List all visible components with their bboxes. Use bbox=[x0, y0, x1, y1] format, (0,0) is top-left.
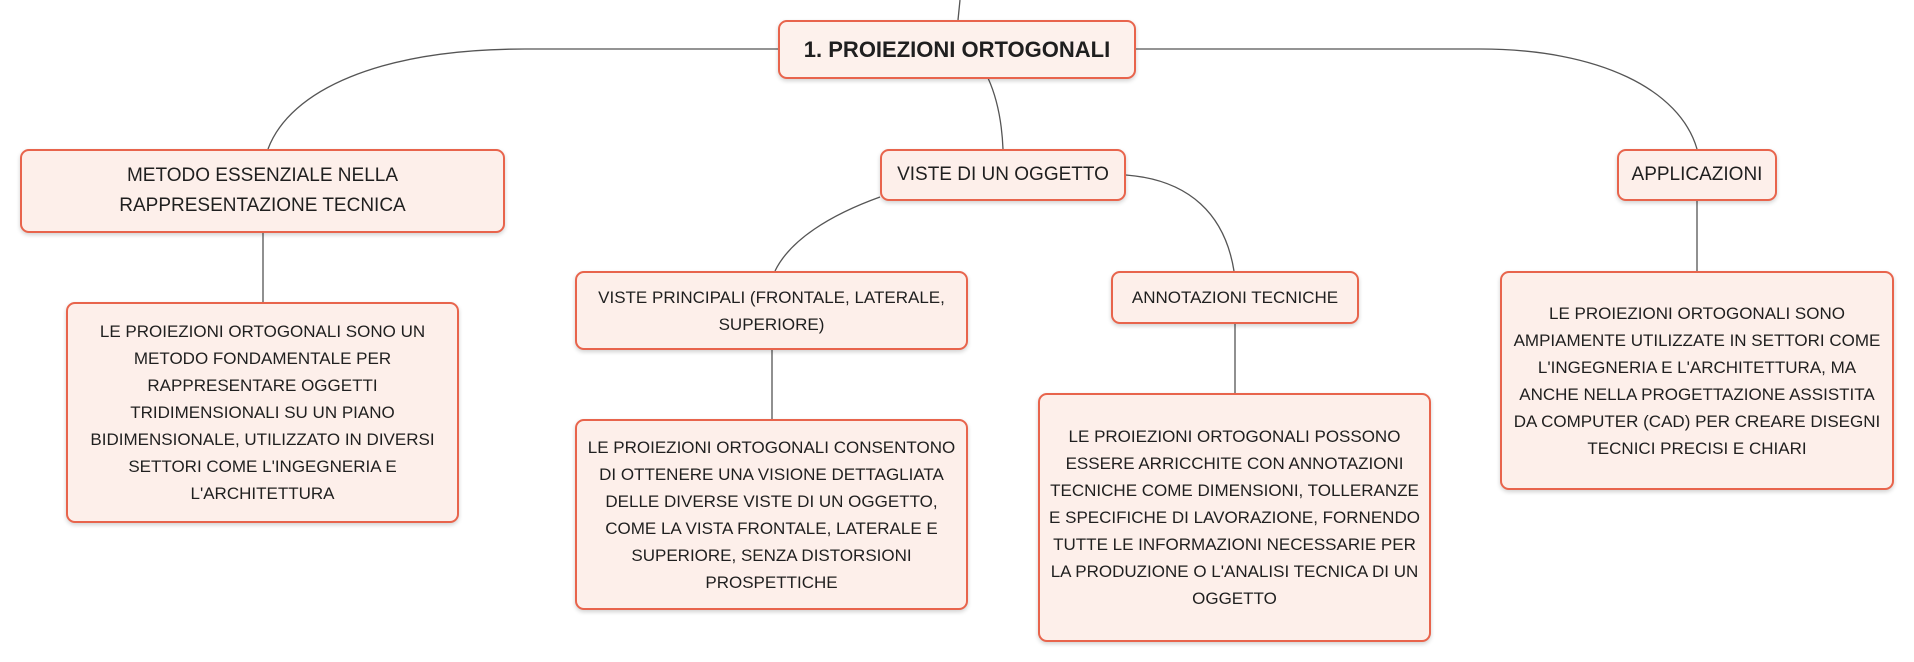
branch-label-viste: VISTE DI UN OGGETTO bbox=[897, 164, 1109, 185]
sub-label-annotazioni: ANNOTAZIONI TECNICHE bbox=[1131, 288, 1339, 307]
detail-text-applicazioni: LE PROIEZIONI ORTOGONALI SONO AMPIAMENTE UTILIZZATE IN SETTORI COME L'INGEGNERIA E L'ARCHITETTURA, MA ANCHE NELLA PROGETTAZIONE ASSISTITA DA COMPUTER (CAD) PER CREARE DISEGNI TECNICI PRECISI E CHIARI bbox=[1513, 303, 1881, 458]
branch-label-metodo: METODO ESSENZIALE NELLA RAPPRESENTAZIONE TECNICA bbox=[119, 165, 406, 216]
detail-node-applicazioni[interactable] bbox=[1500, 271, 1894, 490]
detail-node-metodo[interactable] bbox=[66, 302, 459, 523]
connector-viste-to-annotazioni bbox=[1126, 175, 1234, 271]
connector-viste-to-principali bbox=[775, 197, 880, 271]
detail-node-viste-principali[interactable] bbox=[575, 419, 968, 610]
sub-node-annotazioni[interactable] bbox=[1111, 271, 1359, 324]
branch-node-metodo[interactable] bbox=[20, 149, 505, 233]
detail-text-viste-principali: LE PROIEZIONI ORTOGONALI CONSENTONO DI OTTENERE UNA VISIONE DETTAGLIATA DELLE DIVERSE VISTE DI UN OGGETTO, COME LA VISTA FRONTALE, LATERALE E SUPERIORE, SENZA DISTORSIONI PROSPETTICHE bbox=[587, 437, 956, 592]
sub-label-viste-principali: VISTE PRINCIPALI (FRONTALE, LATERALE, SUPERIORE) bbox=[598, 287, 945, 334]
connector-root-to-applicazioni bbox=[1136, 49, 1697, 149]
branch-label-applicazioni: APPLICAZIONI bbox=[1631, 164, 1763, 185]
root-node[interactable] bbox=[778, 20, 1136, 79]
connector-root-to-viste bbox=[988, 78, 1003, 149]
connector-parent-to-root bbox=[958, 0, 960, 20]
detail-node-annotazioni[interactable] bbox=[1038, 393, 1431, 642]
sub-node-viste-principali[interactable] bbox=[575, 271, 968, 350]
connector-root-to-metodo bbox=[268, 49, 778, 149]
branch-node-viste[interactable] bbox=[880, 149, 1126, 201]
root-title: 1. PROIEZIONI ORTOGONALI bbox=[803, 36, 1111, 62]
detail-text-metodo: LE PROIEZIONI ORTOGONALI SONO UN METODO FONDAMENTALE PER RAPPRESENTARE OGGETTI TRIDIMENSIONALI SU UN PIANO BIDIMENSIONALE, UTILIZZATO IN DIVERSI SETTORI COME L'INGEGNERIA E L'ARCHITETTURA bbox=[90, 322, 435, 503]
detail-text-annotazioni: LE PROIEZIONI ORTOGONALI POSSONO ESSERE ARRICCHITE CON ANNOTAZIONI TECNICHE COME DIMENSIONI, TOLLERANZE E SPECIFICHE DI LAVORAZIONE, FORNENDO TUTTE LE INFORMAZIONI NECESSARIE PER LA PRODUZIONE O L'ANALISI TECNICA DI UN OGGETTO bbox=[1049, 427, 1420, 608]
branch-node-applicazioni[interactable] bbox=[1617, 149, 1777, 201]
